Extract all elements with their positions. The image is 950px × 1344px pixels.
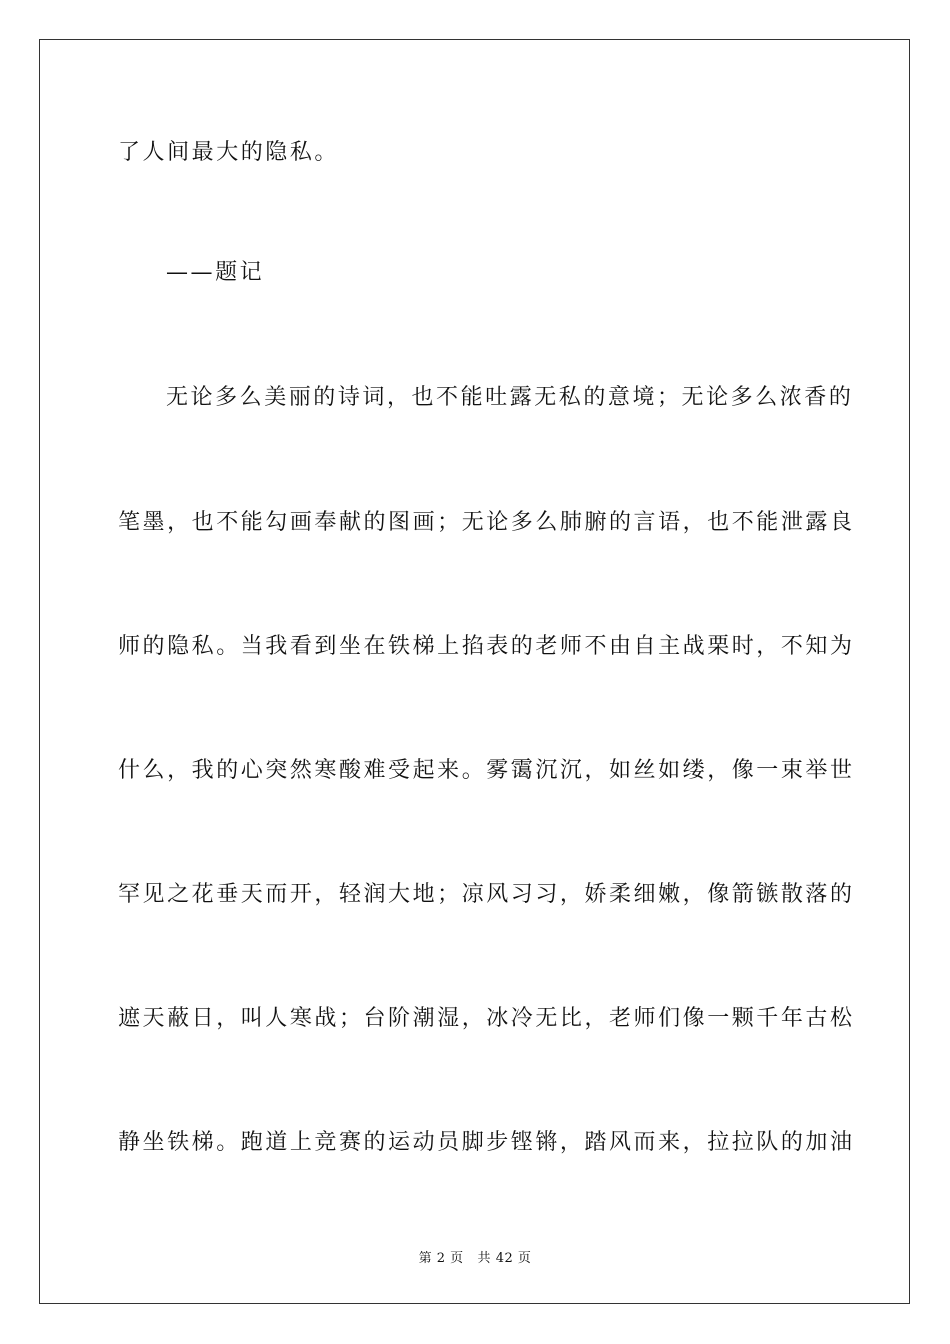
paragraph-line-2: 笔墨，也不能勾画奉献的图画；无论多么肺腑的言语，也不能泄露良 xyxy=(118,510,855,535)
text-line-1: 了人间最大的隐私。 xyxy=(118,140,339,165)
epigraph-attribution: ——题记 xyxy=(166,260,265,285)
paragraph-line-7: 静坐铁梯。跑道上竞赛的运动员脚步铿锵，踏风而来，拉拉队的加油 xyxy=(118,1130,855,1155)
page-border xyxy=(39,39,910,1304)
paragraph-line-6: 遮天蔽日，叫人寒战；台阶潮湿，冰冷无比，老师们像一颗千年古松 xyxy=(118,1006,855,1031)
paragraph-line-1: 无论多么美丽的诗词，也不能吐露无私的意境；无论多么浓香的 xyxy=(166,385,854,410)
paragraph-line-4: 什么，我的心突然寒酸难受起来。雾霭沉沉，如丝如缕，像一束举世 xyxy=(118,758,855,783)
paragraph-line-3: 师的隐私。当我看到坐在铁梯上掐表的老师不由自主战栗时，不知为 xyxy=(118,634,855,659)
page-number-footer: 第 2 页 共 42 页 xyxy=(418,1251,532,1266)
paragraph-line-5: 罕见之花垂天而开，轻润大地；凉风习习，娇柔细嫩，像箭镞散落的 xyxy=(118,882,855,907)
